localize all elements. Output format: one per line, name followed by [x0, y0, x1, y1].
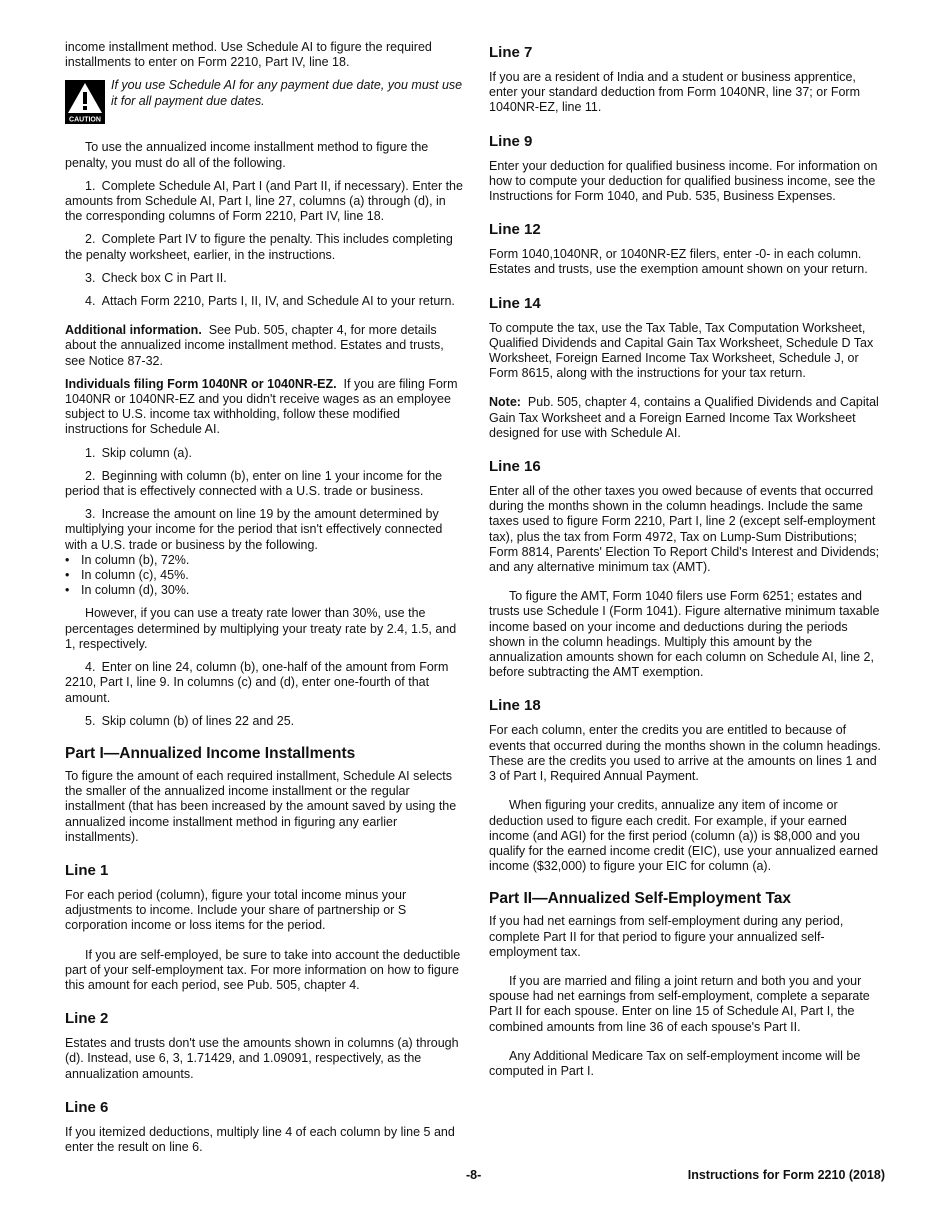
bullet-text: In column (b), 72%. [81, 552, 190, 567]
additional-information [65, 323, 463, 369]
line1-heading: Line 1 [65, 861, 109, 879]
note-text: Pub. 505, chapter 4, contains a Qualified Dividends and Capital Gain Tax Worksheet and a Foreign Earned Income Tax Worksheet designed for use with Schedule AI. [489, 395, 879, 440]
nr-step-item: 3. Increase the amount on line 19 by the amount determined by multiplying your income for the period that isn't effectively connected with a U.S. trade or business by the following. [65, 507, 443, 552]
line16-paragraph: Enter all of the other taxes you owed because of events that occurred during the months shown in the column headings. Include the same taxes used to figure Form 2210, Part I, line 2 (except self-employment tax), plus the tax from Form 4972, Tax on Lump-Sum Distributions; Form 8814, Parents' Election To Report Child's Interest and Dividends; and any alternative minimum tax (AMT). [489, 484, 880, 575]
line9-heading: Line 9 [489, 132, 533, 150]
nr-step-item: 1. Skip column (a). [85, 445, 192, 460]
bullet-icon: • [65, 583, 70, 598]
step-item: 3. Check box C in Part II. [85, 270, 227, 285]
bullet-text: In column (c), 45%. [81, 568, 189, 583]
part2-paragraph: Any Additional Medicare Tax on self-employment income will be computed in Part I. [489, 1048, 861, 1078]
line18-heading: Line 18 [489, 697, 541, 715]
part2-heading: Part II—Annualized Self-Employment Tax [489, 890, 792, 908]
nr-step-item: 5. Skip column (b) of lines 22 and 25. [85, 713, 295, 728]
line1-paragraph: If you are self-employed, be sure to take into account the deductible part of your self-employment tax. For more information on how to figure this amount for each period, see Pub. 505, chapter 4. [65, 947, 461, 992]
bullet-icon: • [65, 552, 70, 567]
line14-paragraph: To compute the tax, use the Tax Table, Tax Computation Worksheet, Qualified Dividends and Capital Gain Tax Worksheet, Schedule D Tax Worksheet, Foreign Earned Income Tax Worksheet, Schedule J, or Form 8615, along with the instructions for your tax return. [489, 320, 874, 381]
nonresident-filers-text: If you are filing Form 1040NR or 1040NR-EZ and you didn't receive wages as an employee subject to U.S. income tax withholding, follow these modified instructions for Schedule AI. [65, 376, 458, 437]
part1-heading: Part I—Annualized Income Installments [65, 744, 356, 762]
note-paragraph [489, 395, 885, 441]
right-column [489, 40, 885, 1087]
line16-paragraph: To figure the AMT, Form 1040 filers use Form 6251; estates and trusts use Schedule I (Form 1041). Figure alternative minimum taxable income based on your income and deductions during the periods shown in the column headings. Multiply this amount by the annualization amounts shown for each column on Schedule AI, line 2, before subtracting the AMT exemption. [489, 589, 880, 680]
line18-paragraph: For each column, enter the credits you are entitled to because of events that occurred during the months shown in the column headings. These are the credits you used to arrive at the amounts on lines 1 and 3 of Part I, Required Annual Payment. [489, 723, 881, 784]
nonresident-filers-label: Individuals filing Form 1040NR or 1040NR-EZ. [65, 376, 337, 391]
caution-label: CAUTION [69, 116, 101, 124]
left-column [65, 40, 463, 1163]
line12-paragraph: Form 1040,1040NR, or 1040NR-EZ filers, enter -0- in each column. Estates and trusts, use the exemption amount shown on your return. [489, 247, 868, 277]
nr-step-item: 4. Enter on line 24, column (b), one-half of the amount from Form 2210, Part I, line 9. In columns (c) and (d), enter one-fourth of that amount. [65, 660, 449, 705]
bullet-icon: • [65, 568, 70, 583]
bullet-text: In column (d), 30%. [81, 583, 190, 598]
caution-text: If you use Schedule AI for any payment due date, you must use it for all payment due dates. [111, 78, 463, 108]
part1-text: To figure the amount of each required installment, Schedule AI selects the smaller of the annualized income installment or the regular installment (that has been increased by the amount saved by using the annualized income installment method in figuring any earlier installments). [65, 768, 457, 844]
form-title: Instructions for Form 2210 (2018) [687, 1168, 885, 1182]
caution-note [65, 78, 463, 124]
bullet-item [65, 568, 463, 583]
part2-paragraph: If you had net earnings from self-employment during any period, complete Part II for that period to figure your annualized self-employment tax. [489, 914, 844, 959]
line2-paragraph: Estates and trusts don't use the amounts shown in columns (a) through (d). Instead, use 6, 3, 1.71429, and 1.09091, respectively, as the annualization amounts. [65, 1036, 459, 1081]
nr-step-item: 2. Beginning with column (b), enter on line 1 your income for the period that is effectively connected with a U.S. trade or business. [65, 468, 443, 499]
caution-icon [65, 80, 105, 124]
line7-heading: Line 7 [489, 44, 533, 61]
step-item: 4. Attach Form 2210, Parts I, II, IV, and Schedule AI to your return. [85, 294, 455, 309]
page-number: -8- [466, 1168, 482, 1182]
intro-paragraph: income installment method. Use Schedule AI to figure the required installments to enter on Form 2210, Part IV, line 18. [65, 40, 432, 70]
line18-paragraph: When figuring your credits, annualize any item of income or deduction used to figure each credit. For example, if your earned income (and AGI) for the first period (column (a)) is $8,000 and you qualify for the earned income credit (EIC), use your annualized earned income ($32,000) to figure your EIC for column (a). [489, 798, 879, 874]
bullet-item [65, 553, 463, 568]
additional-information-label: Additional information. [65, 323, 202, 338]
line16-heading: Line 16 [489, 458, 541, 476]
nonresident-filers [65, 377, 463, 438]
note-label: Note: [489, 395, 521, 410]
treaty-paragraph: However, if you can use a treaty rate lower than 30%, use the percentages determined by multiplying your treaty rate by 2.4, 1.5, and 1, respectively. [65, 606, 457, 651]
line14-heading: Line 14 [489, 294, 541, 312]
part2-paragraph: If you are married and filing a joint return and both you and your spouse had net earnings from self-employment, complete a separate Part II for each spouse. Enter on line 15 of Schedule AI, Part I, the combined amounts from line 36 of each spouse's Part II. [489, 973, 870, 1034]
step-item: 2. Complete Part IV to figure the penalty. This includes completing the penalty worksheet, earlier, in the instructions. [65, 232, 453, 262]
line6-heading: Line 6 [65, 1098, 109, 1116]
line9-paragraph: Enter your deduction for qualified business income. For information on how to compute your deduction for qualified business income, see the Instructions for Form 1040, and Pub. 535, Business Expenses. [489, 158, 878, 204]
bullet-item [65, 583, 463, 598]
line12-heading: Line 12 [489, 221, 541, 239]
instructions-intro: To use the annualized income installment method to figure the penalty, you must do all of the following. [65, 140, 429, 170]
additional-information-text: See Pub. 505, chapter 4, for more details about the annualized income installment method. Estates and trusts, see Notice 87-32. [65, 323, 444, 368]
line1-paragraph: For each period (column), figure your total income minus your adjustments to income. Include your share of partnership or S corporation income or loss items for the period. [65, 887, 407, 933]
line6-paragraph: If you itemized deductions, multiply line 4 of each column by line 5 and enter the result on line 6. [65, 1124, 455, 1154]
step-item: 1. Complete Schedule AI, Part I (and Part II, if necessary). Enter the amounts from Schedule AI, Part I, line 27, columns (a) through (d), in the corresponding columns of Form 2210, Part IV, line 18. [65, 178, 463, 224]
line2-heading: Line 2 [65, 1010, 109, 1028]
line7-paragraph: If you are a resident of India and a student or business apprentice, enter your standard deduction from Form 1040NR, line 37; or Form 1040NR-EZ, line 11. [489, 70, 861, 115]
